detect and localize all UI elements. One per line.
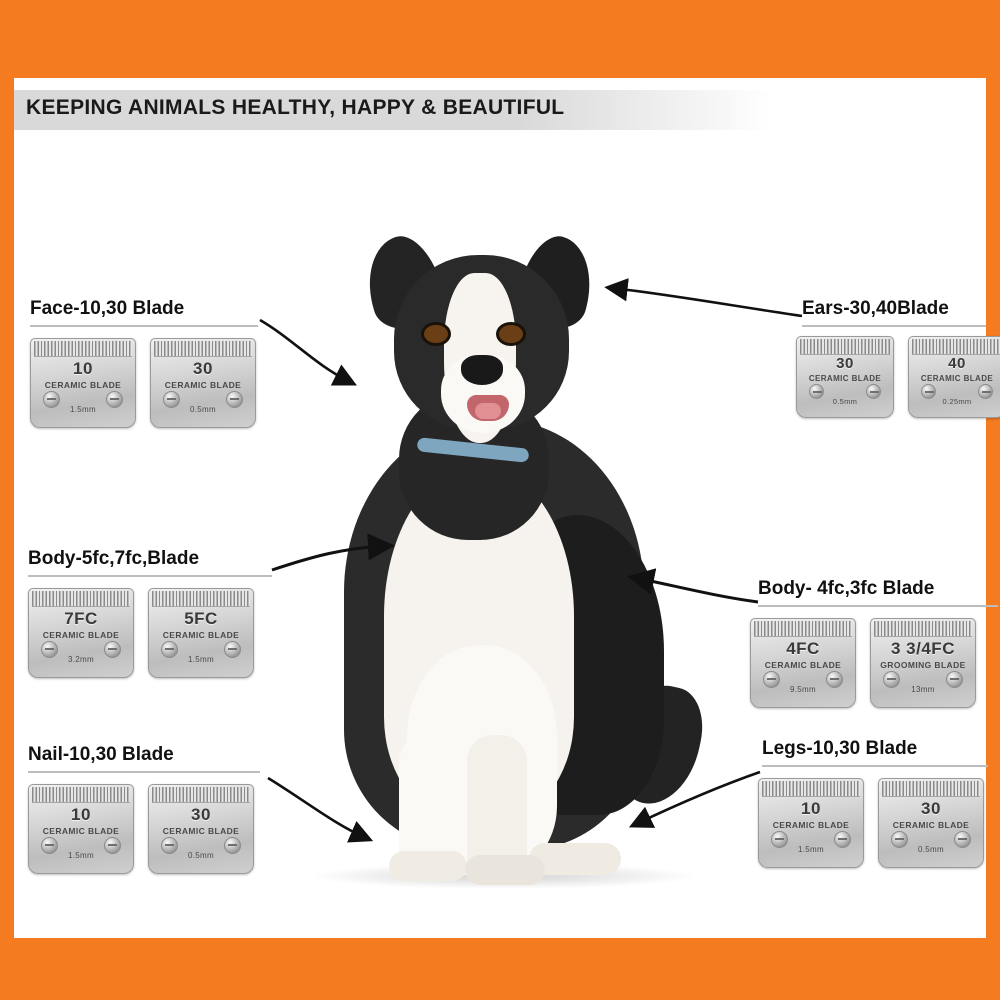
blade-teeth-icon <box>34 341 132 357</box>
dog-paw-left <box>389 851 467 881</box>
blade-teeth-icon <box>32 787 130 803</box>
blade-teeth-icon <box>762 781 860 797</box>
blade-card <box>148 784 254 874</box>
blade-number: 10 <box>801 799 821 818</box>
blade-teeth-icon <box>874 621 972 637</box>
blade-number: 30 <box>921 799 941 818</box>
blade-size: 9.5mm <box>790 685 816 694</box>
blade-card <box>908 336 1000 418</box>
blade-card <box>870 618 976 708</box>
blade-group-legs <box>758 778 984 868</box>
blade-type: CERAMIC BLADE <box>42 630 120 640</box>
blade-number: 4FC <box>786 639 820 658</box>
blade-size: 1.5mm <box>70 405 96 414</box>
blade-size: 1.5mm <box>798 845 824 854</box>
blade-type: CERAMIC BLADE <box>162 826 240 836</box>
blade-group-body-left <box>28 588 254 678</box>
blade-teeth-icon <box>912 339 1000 355</box>
blade-number: 30 <box>191 805 211 824</box>
blade-card <box>30 338 136 428</box>
blade-group-face <box>30 338 256 428</box>
blade-number: 40 <box>948 355 966 372</box>
callout-label-legs: Legs-10,30 Blade <box>762 738 988 767</box>
blade-card <box>750 618 856 708</box>
blade-teeth-icon <box>152 787 250 803</box>
blade-number: 3 3/4FC <box>891 639 955 658</box>
blade-type: CERAMIC BLADE <box>164 380 242 390</box>
blade-card <box>28 588 134 678</box>
callout-label-ears: Ears-30,40Blade <box>802 298 986 327</box>
blade-card <box>148 588 254 678</box>
top-orange-bar <box>14 0 986 78</box>
blade-group-nail <box>28 784 254 874</box>
blade-type: CERAMIC BLADE <box>808 374 882 383</box>
bottom-orange-bar <box>14 938 986 1000</box>
dog-eye-left <box>424 325 448 343</box>
blade-type: CERAMIC BLADE <box>42 826 120 836</box>
tagline-text: KEEPING ANIMALS HEALTHY, HAPPY & BEAUTIFUL <box>26 96 565 119</box>
blade-number: 5FC <box>184 609 218 628</box>
blade-size: 13mm <box>911 685 935 694</box>
blade-size: 0.5mm <box>188 851 214 860</box>
blade-teeth-icon <box>152 591 250 607</box>
blade-card <box>758 778 864 868</box>
blade-type: CERAMIC BLADE <box>44 380 122 390</box>
blade-size: 0.25mm <box>942 397 972 406</box>
callout-label-body-left: Body-5fc,7fc,Blade <box>28 548 272 577</box>
blade-type: CERAMIC BLADE <box>772 820 850 830</box>
blade-size: 0.5mm <box>918 845 944 854</box>
blade-type: CERAMIC BLADE <box>764 660 842 670</box>
blade-teeth-icon <box>32 591 130 607</box>
blade-size: 0.5mm <box>832 397 858 406</box>
blade-teeth-icon <box>154 341 252 357</box>
dog-nose <box>461 355 503 385</box>
blade-card <box>878 778 984 868</box>
blade-group-ears <box>796 336 1000 418</box>
blade-number: 10 <box>73 359 93 378</box>
blade-size: 3.2mm <box>68 655 94 664</box>
blade-number: 10 <box>71 805 91 824</box>
blade-type: CERAMIC BLADE <box>162 630 240 640</box>
blade-type: CERAMIC BLADE <box>892 820 970 830</box>
blade-number: 30 <box>193 359 213 378</box>
dog-eye-right <box>499 325 523 343</box>
blade-teeth-icon <box>800 339 890 355</box>
blade-teeth-icon <box>882 781 980 797</box>
blade-size: 1.5mm <box>68 851 94 860</box>
callout-label-body-right: Body- 4fc,3fc Blade <box>758 578 998 607</box>
callout-label-nail: Nail-10,30 Blade <box>28 744 260 773</box>
dog-paw-right <box>465 855 545 885</box>
blade-teeth-icon <box>754 621 852 637</box>
blade-type: GROOMING BLADE <box>880 660 966 670</box>
callout-label-face: Face-10,30 Blade <box>30 298 258 327</box>
blade-group-body-right <box>750 618 976 708</box>
blade-number: 7FC <box>64 609 98 628</box>
blade-card <box>150 338 256 428</box>
blade-number: 30 <box>836 355 854 372</box>
blade-card <box>28 784 134 874</box>
dog-tongue <box>475 403 501 419</box>
blade-size: 0.5mm <box>190 405 216 414</box>
blade-type: CERAMIC BLADE <box>920 374 994 383</box>
blade-size: 1.5mm <box>188 655 214 664</box>
blade-card <box>796 336 894 418</box>
dog-photo <box>289 215 719 895</box>
